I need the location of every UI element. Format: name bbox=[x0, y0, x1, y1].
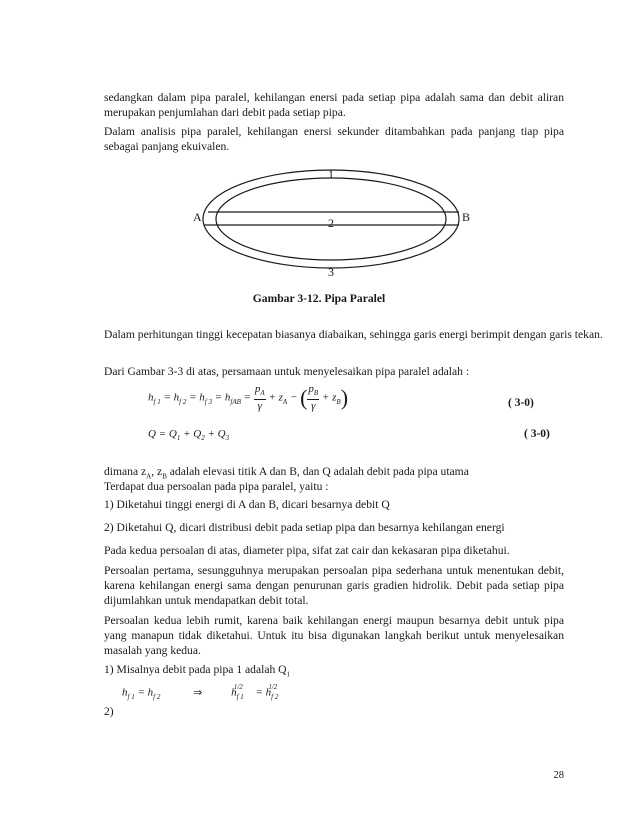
page-number: 28 bbox=[553, 770, 564, 781]
elevation-text-3: adalah elevasi titik A dan B, dan Q adalah debit pada pipa utama bbox=[166, 465, 469, 478]
paragraph-two-problems: Terdapat dua persoalan pada pipa paralel, yaitu : bbox=[104, 480, 329, 493]
pipe-1-label: 1 bbox=[328, 167, 334, 181]
step-1-text: 1) Misalnya debit pada pipa 1 adalah Q bbox=[104, 663, 287, 676]
paragraph-analysis: Dalam analisis pipa paralel, kehilangan enersi sekunder ditambahkan pada panjang tiap pipa sebagai panjang ekuivalen. bbox=[104, 125, 564, 153]
paragraph-second-problem: Persoalan kedua lebih rumit, karena baik kehilangan energi maupun besarnya debit untuk pipa yang manapun tidak diketahui. Untuk itu bisa digunakan langkah berikut untuk menyelesaikan masalah yang kedua. bbox=[104, 614, 564, 657]
list-item-1: 1) Diketahui tinggi energi di A dan B, dicari besarnya debit Q bbox=[104, 498, 390, 511]
fraction-pa: $\frac{p_A}{\gamma}$ bbox=[254, 383, 265, 413]
equation-head-loss: $h_{f 1} = h_{f 2} = h_{f 3} = h_{fAB}$ = $\frac{p_A}{\gamma}$ + $z_A$ − ( $\frac{p_B}{\gamma}$ + $z_B$) bbox=[148, 383, 349, 413]
step-1 bbox=[104, 662, 564, 682]
pipe-2-label: 2 bbox=[328, 216, 334, 230]
step-1-sub: 1 bbox=[286, 670, 291, 679]
elevation-sub-b: B bbox=[162, 472, 167, 481]
pipe-3-label: 3 bbox=[328, 265, 334, 279]
equation-discharge: $Q = Q_1 + Q_2 + Q_3$ bbox=[148, 428, 230, 443]
paragraph-velocity-head bbox=[104, 327, 603, 342]
paragraph-velocity-head-text: Dalam perhitungan tinggi kecepatan biasanya diabaikan, sehingga garis energi berimpit dengan garis tekan. bbox=[104, 328, 603, 341]
point-b-label: B bbox=[462, 210, 471, 224]
elevation-text-2: , z bbox=[151, 465, 163, 478]
equation-2-number: ( 3-0) bbox=[524, 428, 550, 440]
parallel-pipe-figure bbox=[0, 0, 638, 300]
elevation-sub-a: A bbox=[146, 472, 152, 481]
implies-arrow: ⇒ bbox=[193, 686, 203, 699]
paragraph-first-problem: Persoalan pertama, sesungguhnya merupakan persoalan pipa sederhana untuk menentukan debit, karena kehilangan energi sama dengan penurunan garis gradien hidrolik. Debit pada setiap pipa dijumlahkan untuk mendapatkan debit total. bbox=[104, 564, 564, 607]
list-item-2: 2) Diketahui Q, dicari distribusi debit pada setiap pipa dan besarnya kehilangan energi bbox=[104, 521, 505, 534]
paragraph-known-params: Pada kedua persoalan di atas, diameter pipa, sifat zat cair dan kekasaran pipa diketahui. bbox=[104, 544, 510, 557]
elevation-text-1: dimana z bbox=[104, 465, 147, 478]
equation-1-number: ( 3-0) bbox=[508, 397, 534, 409]
figure-caption: Gambar 3-12. Pipa Paralel bbox=[252, 292, 386, 305]
step-2-label: 2) bbox=[104, 705, 114, 718]
step-2-equation: $h_{f 1} = h_{f 2}$ ⇒ $h_{f 1}^{1/2} = h_{f 2}^{1/2}$ bbox=[122, 683, 279, 701]
point-a-label: A bbox=[193, 210, 202, 224]
paragraph-intro: sedangkan dalam pipa paralel, kehilangan enersi pada setiap pipa adalah sama dan debit aliran merupakan penjumlahan dari debit pada setiap pipa. bbox=[104, 91, 564, 119]
fraction-pb: $\frac{p_B}{\gamma}$ bbox=[308, 383, 319, 413]
paragraph-equation-intro: Dari Gambar 3-3 di atas, persamaan untuk menyelesaikan pipa paralel adalah : bbox=[104, 365, 470, 378]
